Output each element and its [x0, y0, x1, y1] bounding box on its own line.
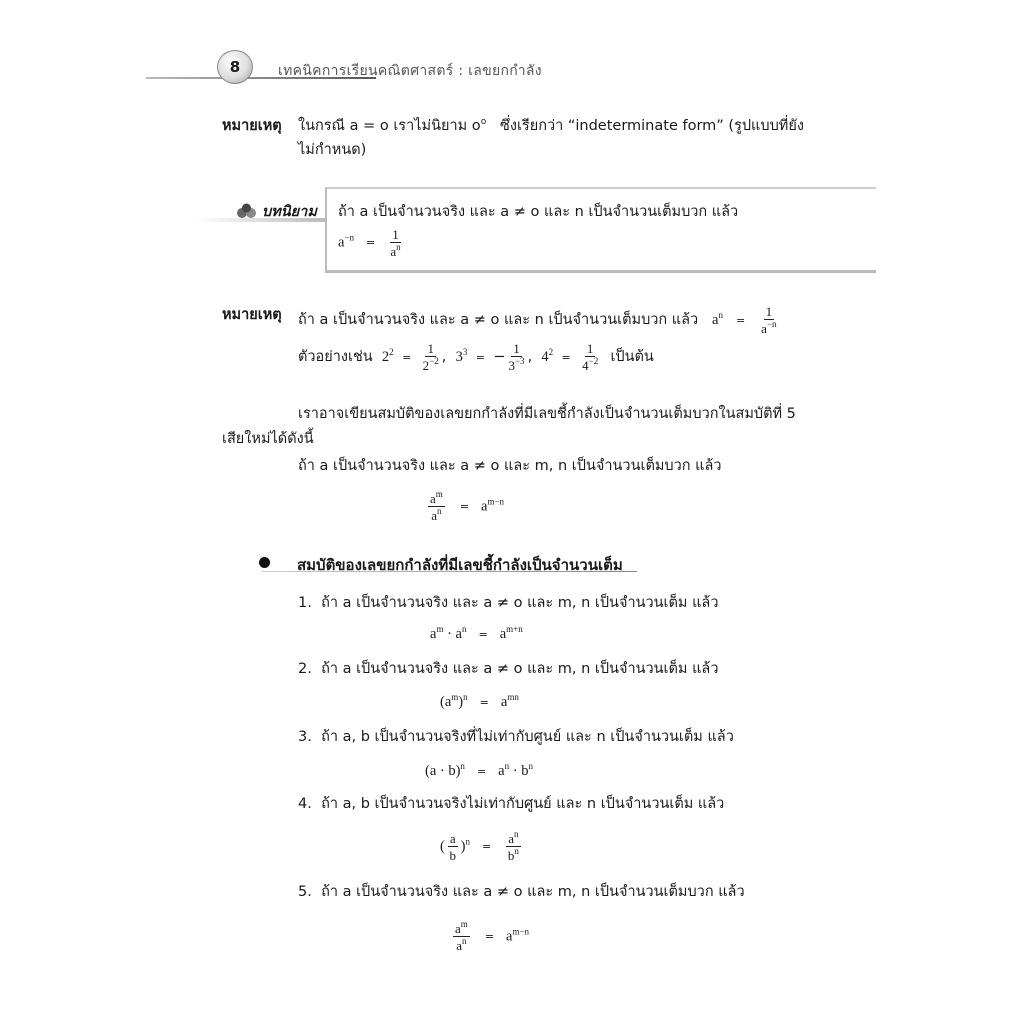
- definition-formula: $a^{-n}$ = $\frac{1}{a^n}$: [338, 227, 401, 259]
- note2-label: หมายเหตุ: [222, 307, 282, 323]
- definition-box: [325, 187, 876, 273]
- note-text: ในกรณี a = o เราไม่นิยาม $o^o$ ซึ่งเรียกว่า “indeterminate form” (รูปแบบที่ยัง: [298, 117, 804, 134]
- property-1-formula: $a^m \cdot a^n = a^{m+n}$: [430, 624, 523, 642]
- bullet-icon: [259, 557, 270, 568]
- paragraph-line-1: เราอาจเขียนสมบัติของเลขยกกำลังที่มีเลขชี้กำลังเป็นจำนวนเต็มบวกในสมบัติที่ 5: [298, 406, 796, 422]
- definition-text: ถ้า a เป็นจำนวนจริง และ a ≠ o และ n เป็นจำนวนเต็มบวก แล้ว: [338, 204, 739, 220]
- examples: ตัวอย่างเช่น $2^2$ = $\frac{1}{2^{-2}}$ , $3^3$ = − $\frac{1}{3^{-3}}$ , $4^2$ = $\frac{1}{4^{-2}}$ เป็นต้น: [298, 341, 654, 373]
- paragraph-line-2: เสียใหม่ได้ดังนี้: [222, 431, 314, 447]
- section-heading: สมบัติของเลขยกกำลังที่มีเลขชี้กำลังเป็นจำนวนเต็ม: [297, 556, 623, 574]
- paragraph-line-3: ถ้า a เป็นจำนวนจริง และ a ≠ o และ m, n เป็นจำนวนเต็มบวก แล้ว: [298, 458, 722, 474]
- molecule-icon: [236, 203, 258, 223]
- property-2-formula: $(a^m)^n = a^{mn}$: [440, 692, 519, 710]
- note-label: หมายเหตุ: [222, 118, 282, 134]
- property-3-formula: $(a \cdot b)^n = a^n \cdot b^n$: [425, 761, 533, 779]
- running-title: เทคนิคการเรียนคณิตศาสตร์ : เลขยกกำลัง: [278, 63, 542, 79]
- page-number: 8: [217, 50, 253, 84]
- quotient-formula: $\frac{a^m}{a^n}$ = $a^{m-n}$: [430, 489, 505, 523]
- property-2: 2. ถ้า a เป็นจำนวนจริง และ a ≠ o และ m, n เป็นจำนวนเต็ม แล้ว: [298, 661, 719, 677]
- property-4-formula: ( $\frac{a}{b}$ )$^n$ = $\frac{a^n}{b^n}$: [440, 829, 519, 863]
- note-text-continued: ไม่กำหนด): [298, 142, 367, 158]
- property-1: 1. ถ้า a เป็นจำนวนจริง และ a ≠ o และ m, n เป็นจำนวนเต็ม แล้ว: [298, 595, 719, 611]
- property-5: 5. ถ้า a เป็นจำนวนจริง และ a ≠ o และ m, n เป็นจำนวนเต็มบวก แล้ว: [298, 884, 745, 900]
- property-3: 3. ถ้า a, b เป็นจำนวนจริงที่ไม่เท่ากับศูนย์ และ n เป็นจำนวนเต็ม แล้ว: [298, 729, 734, 745]
- property-5-formula: $\frac{a^m}{a^n}$ = $a^{m-n}$: [455, 919, 530, 953]
- note2-text: ถ้า a เป็นจำนวนจริง และ a ≠ o และ n เป็นจำนวนเต็มบวก แล้ว $a^n$ = $\frac{1}{a^{-n}}$: [298, 304, 777, 336]
- property-4: 4. ถ้า a, b เป็นจำนวนจริงไม่เท่ากับศูนย์ และ n เป็นจำนวนเต็ม แล้ว: [298, 796, 725, 812]
- definition-label: บทนิยาม: [262, 204, 317, 220]
